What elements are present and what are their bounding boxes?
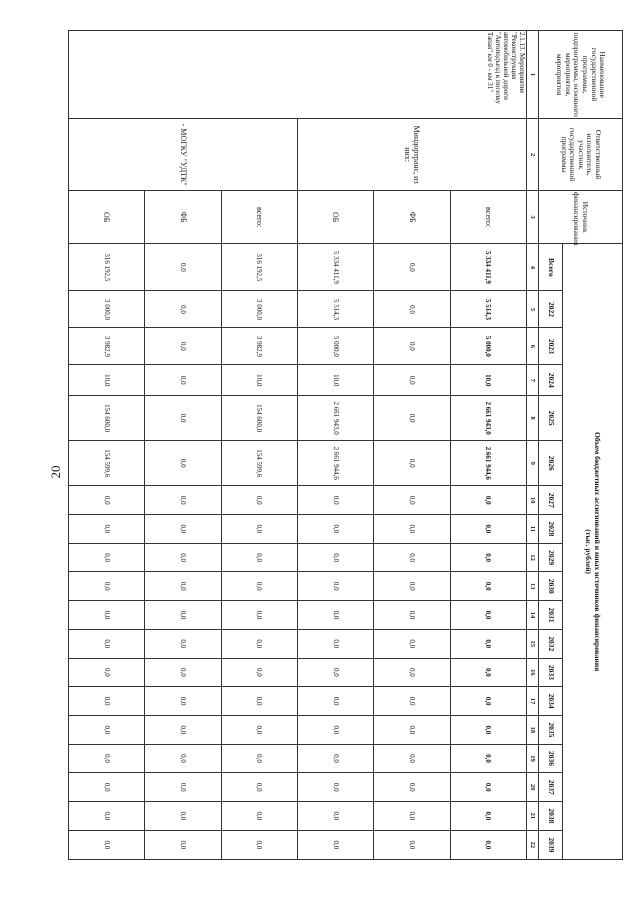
column-number: 9 [527, 441, 539, 486]
value-cell: 0,0 [450, 830, 526, 859]
header-year: 2033 [539, 658, 563, 687]
header-year: 2028 [539, 515, 563, 544]
value-cell: 0,0 [450, 572, 526, 601]
header-volume-unit: (тыс. рублей) [584, 529, 594, 575]
value-cell: 0,0 [298, 515, 374, 544]
value-cell: 0,0 [69, 572, 145, 601]
header-year: 2031 [539, 601, 563, 630]
page-number: 20 [48, 465, 63, 479]
value-cell: 0,0 [450, 515, 526, 544]
value-cell: 5 514,3 [450, 291, 526, 328]
value-cell: 0,0 [298, 687, 374, 716]
value-cell: 0,0 [69, 802, 145, 831]
header-year: 2038 [539, 802, 563, 831]
value-cell: 0,0 [221, 687, 297, 716]
value-cell: 0,0 [374, 441, 450, 486]
value-cell: 0,0 [374, 396, 450, 441]
value-cell: 0,0 [374, 715, 450, 744]
financing-table [68, 30, 623, 860]
header-year: 2025 [539, 396, 563, 441]
value-cell: 3 000,0 [221, 291, 297, 328]
column-number: 6 [527, 328, 539, 365]
source-cell: ФБ [374, 190, 450, 243]
value-cell: 0,0 [298, 543, 374, 572]
value-cell: 0,0 [450, 802, 526, 831]
value-cell: 0,0 [221, 543, 297, 572]
value-cell: 0,0 [374, 328, 450, 365]
value-cell: 0,0 [450, 715, 526, 744]
total-cell: 0,0 [145, 244, 221, 291]
value-cell: 0,0 [145, 830, 221, 859]
value-cell: 0,0 [221, 773, 297, 802]
total-cell: 5 334 411,9 [298, 244, 374, 291]
value-cell: 0,0 [221, 515, 297, 544]
value-cell: 0,0 [450, 744, 526, 773]
column-number: 17 [527, 687, 539, 716]
value-cell: 0,0 [221, 744, 297, 773]
value-cell: 5 000,0 [450, 328, 526, 365]
value-cell: 0,0 [374, 773, 450, 802]
executor-cell: Миндортранс, из них: [298, 119, 527, 191]
source-cell: ОБ [69, 190, 145, 243]
value-cell: 0,0 [450, 773, 526, 802]
value-cell: 0,0 [298, 601, 374, 630]
value-cell: 0,0 [298, 773, 374, 802]
value-cell: 0,0 [374, 291, 450, 328]
value-cell: 0,0 [298, 744, 374, 773]
header-year: 2024 [539, 365, 563, 396]
value-cell: 0,0 [221, 572, 297, 601]
header-year: 2022 [539, 291, 563, 328]
total-cell: 0,0 [374, 244, 450, 291]
value-cell: 0,0 [145, 486, 221, 515]
value-cell: 0,0 [145, 629, 221, 658]
table-row [221, 31, 297, 860]
header-executor: Ответственный исполнитель, участник государственной программы [539, 119, 623, 191]
header-year: 2023 [539, 328, 563, 365]
value-cell: 0,0 [298, 486, 374, 515]
value-cell: 0,0 [298, 629, 374, 658]
header-year: 2032 [539, 629, 563, 658]
header-year: 2036 [539, 744, 563, 773]
value-cell: 0,0 [221, 658, 297, 687]
value-cell: 0,0 [69, 773, 145, 802]
value-cell: 5 514,3 [298, 291, 374, 328]
header-year: 2039 [539, 830, 563, 859]
value-cell: 0,0 [145, 543, 221, 572]
column-number: 1 [527, 31, 539, 119]
column-number: 4 [527, 244, 539, 291]
header-year: 2027 [539, 486, 563, 515]
value-cell: 0,0 [145, 601, 221, 630]
value-cell: 0,0 [374, 687, 450, 716]
value-cell: 0,0 [145, 291, 221, 328]
value-cell: 0,0 [374, 572, 450, 601]
value-cell: 0,0 [145, 515, 221, 544]
column-number: 8 [527, 396, 539, 441]
value-cell: 0,0 [221, 486, 297, 515]
column-number: 3 [527, 190, 539, 243]
value-cell: 0,0 [145, 365, 221, 396]
header-year: 2030 [539, 572, 563, 601]
value-cell: 2 661 943,0 [450, 396, 526, 441]
source-cell: ФБ [145, 190, 221, 243]
value-cell: 0,0 [450, 486, 526, 515]
value-cell: 0,0 [69, 543, 145, 572]
value-cell: 0,0 [145, 773, 221, 802]
rotated-table-wrapper [68, 30, 623, 860]
value-cell: 3 000,0 [69, 291, 145, 328]
total-cell: 316 192,5 [221, 244, 297, 291]
value-cell: 0,0 [221, 802, 297, 831]
value-cell: 0,0 [298, 715, 374, 744]
value-cell: 0,0 [450, 629, 526, 658]
value-cell: 10,0 [298, 365, 374, 396]
value-cell: 2 661 943,0 [298, 396, 374, 441]
column-number: 18 [527, 715, 539, 744]
value-cell: 0,0 [374, 601, 450, 630]
value-cell: 0,0 [221, 715, 297, 744]
source-cell: всего: [221, 190, 297, 243]
column-number: 12 [527, 543, 539, 572]
value-cell: 0,0 [69, 744, 145, 773]
header-year: 2034 [539, 687, 563, 716]
value-cell: 0,0 [298, 830, 374, 859]
value-cell: 3 982,9 [221, 328, 297, 365]
value-cell: 154 600,0 [69, 396, 145, 441]
header-source: Источник финансирования [539, 190, 623, 243]
value-cell: 0,0 [374, 515, 450, 544]
column-number: 14 [527, 601, 539, 630]
value-cell: 0,0 [145, 802, 221, 831]
value-cell: 0,0 [450, 687, 526, 716]
event-name: 2.1.13. Мероприятие "Реконструкция автомобильной дороги "Автоподъезд к поселку Тапая" км 0 - км 31" [69, 31, 527, 119]
value-cell: 0,0 [221, 601, 297, 630]
executor-cell: - МОГКУ "УДТК" [69, 119, 298, 191]
value-cell: 0,0 [69, 629, 145, 658]
value-cell: 0,0 [221, 629, 297, 658]
value-cell: 10,0 [221, 365, 297, 396]
value-cell: 154 599,6 [69, 441, 145, 486]
total-cell: 316 192,5 [69, 244, 145, 291]
value-cell: 0,0 [450, 658, 526, 687]
value-cell: 10,0 [69, 365, 145, 396]
column-number: 7 [527, 365, 539, 396]
value-cell: 0,0 [145, 441, 221, 486]
value-cell: 10,0 [450, 365, 526, 396]
value-cell: 0,0 [145, 687, 221, 716]
value-cell: 0,0 [450, 601, 526, 630]
value-cell: 0,0 [374, 486, 450, 515]
value-cell: 0,0 [298, 572, 374, 601]
value-cell: 0,0 [69, 601, 145, 630]
header-year: 2037 [539, 773, 563, 802]
column-number: 20 [527, 773, 539, 802]
value-cell: 0,0 [145, 396, 221, 441]
value-cell: 3 982,9 [69, 328, 145, 365]
value-cell: 0,0 [69, 687, 145, 716]
value-cell: 0,0 [145, 715, 221, 744]
column-number: 13 [527, 572, 539, 601]
source-cell: всего: [450, 190, 526, 243]
value-cell: 0,0 [374, 629, 450, 658]
column-number: 10 [527, 486, 539, 515]
column-number: 21 [527, 802, 539, 831]
value-cell: 0,0 [69, 486, 145, 515]
rotated-page [68, 30, 623, 860]
value-cell: 0,0 [69, 658, 145, 687]
header-volume [563, 244, 623, 860]
column-number: 19 [527, 744, 539, 773]
header-year: 2029 [539, 543, 563, 572]
value-cell: 0,0 [450, 543, 526, 572]
value-cell: 0,0 [145, 744, 221, 773]
value-cell: 0,0 [145, 572, 221, 601]
header-volume-title: Объем бюджетных ассигнований и иных источников финансирования [593, 432, 603, 672]
value-cell: 154 600,0 [221, 396, 297, 441]
column-number: 16 [527, 658, 539, 687]
table-row [450, 31, 526, 860]
value-cell: 5 000,0 [298, 328, 374, 365]
value-cell: 154 599,6 [221, 441, 297, 486]
value-cell: 0,0 [374, 802, 450, 831]
value-cell: 0,0 [221, 830, 297, 859]
value-cell: 0,0 [374, 543, 450, 572]
total-cell: 5 334 411,9 [450, 244, 526, 291]
column-number: 5 [527, 291, 539, 328]
value-cell: 0,0 [145, 658, 221, 687]
column-number: 11 [527, 515, 539, 544]
value-cell: 0,0 [298, 802, 374, 831]
value-cell: 0,0 [374, 365, 450, 396]
value-cell: 0,0 [69, 830, 145, 859]
header-year: 2026 [539, 441, 563, 486]
value-cell: 0,0 [374, 830, 450, 859]
value-cell: 0,0 [374, 744, 450, 773]
column-number: 15 [527, 629, 539, 658]
value-cell: 0,0 [374, 658, 450, 687]
column-number: 2 [527, 119, 539, 191]
header-year: 2035 [539, 715, 563, 744]
column-number: 22 [527, 830, 539, 859]
value-cell: 2 661 944,6 [298, 441, 374, 486]
header-name: Наименование государственной программы, подпрограммы, основного мероприятия, мероприятия [539, 31, 623, 119]
value-cell: 0,0 [69, 715, 145, 744]
source-cell: ОБ [298, 190, 374, 243]
value-cell: 2 661 944,6 [450, 441, 526, 486]
value-cell: 0,0 [298, 658, 374, 687]
value-cell: 0,0 [145, 328, 221, 365]
header-total: Всего [539, 244, 563, 291]
value-cell: 0,0 [69, 515, 145, 544]
